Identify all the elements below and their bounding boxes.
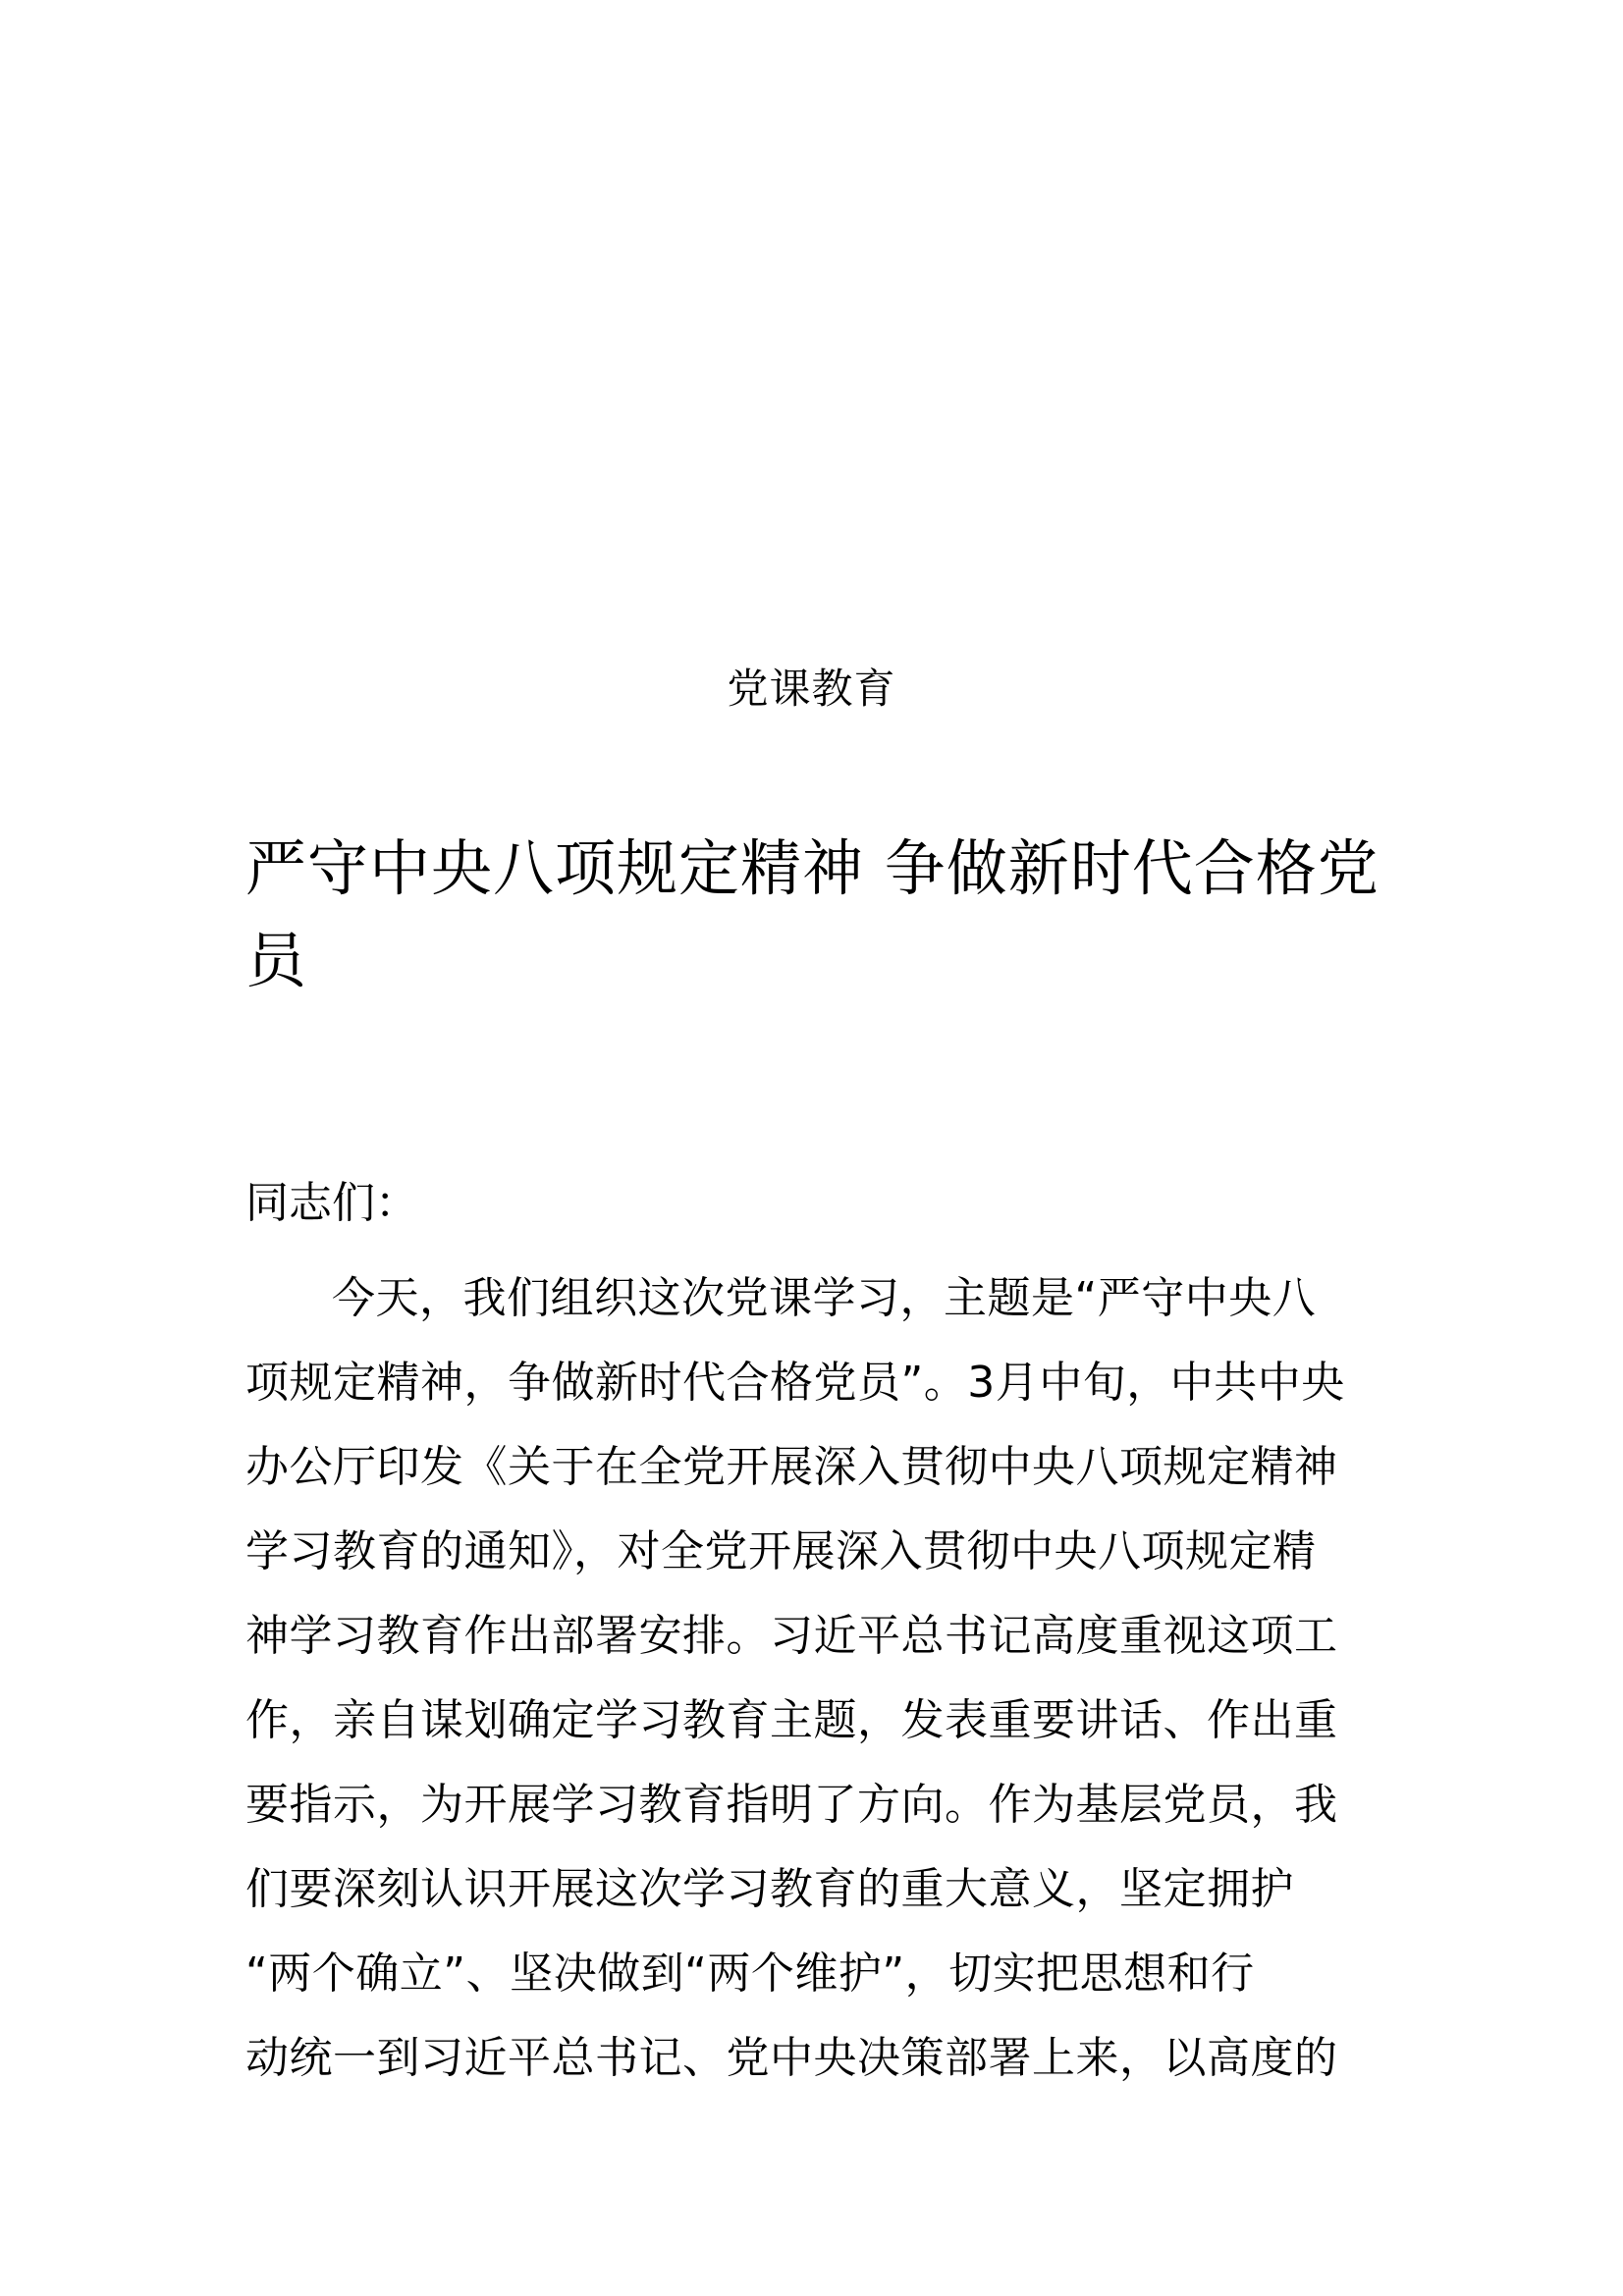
body-line: 神学习教育作出部署安排。习近平总书记高度重视这项工 <box>245 1611 1338 1661</box>
body-line: 作，亲自谋划确定学习教育主题，发表重要讲话、作出重 <box>245 1695 1338 1745</box>
body-line: 学习教育的通知》，对全党开展深入贯彻中央八项规定精 <box>245 1526 1317 1576</box>
body-line: 动统一到习近平总书记、党中央决策部署上来，以高度的 <box>245 2033 1338 2083</box>
body-line: 要指示，为开展学习教育指明了方向。作为基层党员，我 <box>245 1780 1338 1830</box>
body-paragraph <box>245 1256 1384 2101</box>
title-line: 严守中央八项规定精神 争做新时代合格党 <box>245 832 1380 904</box>
document-title <box>245 823 1380 1007</box>
salutation: 同志们： <box>245 1178 418 1228</box>
body-line: 办公厅印发《关于在全党开展深入贯彻中央八项规定精神 <box>245 1442 1338 1492</box>
body-line: 项规定精神，争做新时代合格党员”。3月中旬，中共中央 <box>245 1358 1345 1408</box>
document-category: 党课教育 <box>727 665 896 713</box>
body-line: 们要深刻认识开展这次学习教育的重大意义，坚定拥护 <box>245 1864 1294 1914</box>
body-line: 今天，我们组织这次党课学习，主题是“严守中央八 <box>332 1273 1317 1323</box>
title-line: 员 <box>245 925 308 996</box>
body-line: “两个确立”、坚决做到“两个维护”，切实把思想和行 <box>245 1949 1255 1999</box>
